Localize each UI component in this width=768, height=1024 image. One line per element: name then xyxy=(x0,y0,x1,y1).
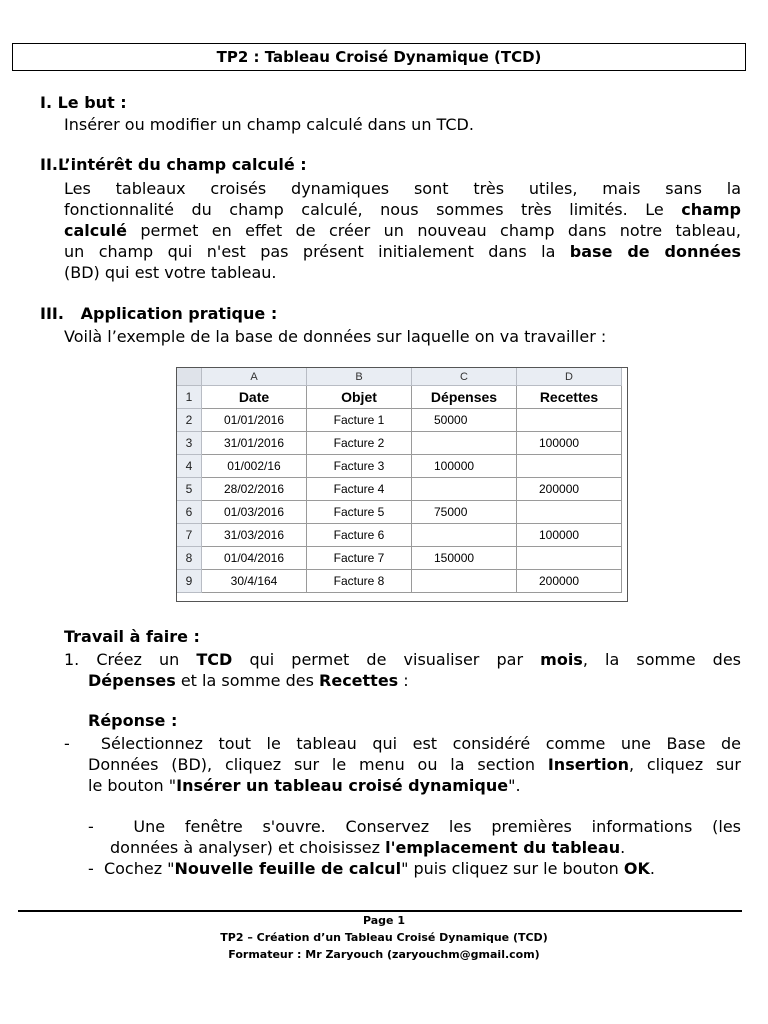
header-objet: Objet xyxy=(307,386,412,409)
section-1-heading: I. Le but : xyxy=(40,93,127,112)
cell-recettes xyxy=(517,455,622,478)
row-number: 8 xyxy=(177,547,202,570)
b2-text-a: données à analyser) et choisissez xyxy=(110,838,386,857)
question-1-line-1 xyxy=(64,649,741,670)
cell-objet: Facture 2 xyxy=(307,432,412,455)
cell-date: 01/002/16 xyxy=(202,455,307,478)
col-header-a: A xyxy=(202,368,307,386)
col-header-c: C xyxy=(412,368,517,386)
b2-bold-emplacement: l'emplacement du tableau xyxy=(385,838,621,857)
table-row xyxy=(177,501,622,524)
column-header-row xyxy=(177,368,622,386)
cell-recettes: 100000 xyxy=(517,432,622,455)
q1-text-c: qui permet de visualiser par xyxy=(232,650,541,669)
q1-text-colon: : xyxy=(398,671,409,690)
cell-recettes: 100000 xyxy=(517,524,622,547)
b1-bold-inserer: Insérer un tableau croisé dynamique xyxy=(176,776,509,795)
col-header-b: B xyxy=(307,368,412,386)
cell-recettes: 200000 xyxy=(517,478,622,501)
s2-l3-bold: calculé xyxy=(64,221,127,240)
s2-line-2 xyxy=(64,199,741,220)
bullet-1-line-3 xyxy=(88,775,521,796)
bullet-3 xyxy=(88,858,655,879)
b3-text-end: . xyxy=(649,859,655,878)
s2-line-1: Les tableaux croisés dynamiques sont très utiles, mais sans la xyxy=(64,179,741,198)
q1-bold-recettes: Recettes xyxy=(319,671,399,690)
q1-bold-depenses: Dépenses xyxy=(88,671,176,690)
section-3-heading: III. Application pratique : xyxy=(40,304,278,323)
row-number: 6 xyxy=(177,501,202,524)
s2-l4-bold: base de données xyxy=(569,242,741,261)
b3-bold-nouvelle: Nouvelle feuille de calcul xyxy=(174,859,402,878)
b1-text-a: Données (BD), cliquez sur le menu ou la section xyxy=(88,755,548,774)
cell-objet: Facture 7 xyxy=(307,547,412,570)
row-number: 3 xyxy=(177,432,202,455)
section-2-heading: II.L’intérêt du champ calculé : xyxy=(40,155,307,174)
corner-cell xyxy=(177,368,202,386)
cell-date: 30/4/164 xyxy=(202,570,307,593)
bullet-2-line-2 xyxy=(110,837,625,858)
document-title: TP2 : Tableau Croisé Dynamique (TCD) xyxy=(12,43,746,71)
cell-objet: Facture 6 xyxy=(307,524,412,547)
s2-l3-text: permet en effet de créer un nouveau champ dans notre tableau, xyxy=(126,221,741,240)
col-header-d: D xyxy=(517,368,622,386)
cell-recettes xyxy=(517,547,622,570)
footer-divider xyxy=(18,910,742,912)
row-number: 7 xyxy=(177,524,202,547)
bullet-1-line-2 xyxy=(88,754,741,775)
cell-depenses: 100000 xyxy=(412,455,517,478)
b3-text-a: - Cochez " xyxy=(88,859,175,878)
b1-text-end: ". xyxy=(508,776,521,795)
cell-date: 01/04/2016 xyxy=(202,547,307,570)
b1-text-le-bouton: le bouton " xyxy=(88,776,177,795)
footer-author: Formateur : Mr Zaryouch (zaryouchm@gmail.com) xyxy=(228,948,540,961)
row-number: 5 xyxy=(177,478,202,501)
cell-date: 01/01/2016 xyxy=(202,409,307,432)
footer-page-number: Page 1 xyxy=(362,914,405,927)
q1-text-a: 1. Créez un xyxy=(64,650,197,669)
spreadsheet-table xyxy=(176,367,622,593)
q1-bold-mois: mois xyxy=(540,650,583,669)
cell-depenses xyxy=(412,478,517,501)
cell-date: 31/01/2016 xyxy=(202,432,307,455)
table-row xyxy=(177,524,622,547)
cell-depenses: 75000 xyxy=(412,501,517,524)
table-row xyxy=(177,455,622,478)
cell-depenses: 50000 xyxy=(412,409,517,432)
cell-recettes xyxy=(517,501,622,524)
header-recettes: Recettes xyxy=(517,386,622,409)
travail-heading: Travail à faire : xyxy=(64,627,200,646)
table-row xyxy=(177,432,622,455)
header-date: Date xyxy=(202,386,307,409)
section-1-text: Insérer ou modifier un champ calculé dans un TCD. xyxy=(64,115,474,134)
table-header-row xyxy=(177,386,622,409)
s2-line-4 xyxy=(64,241,741,262)
row-number: 1 xyxy=(177,386,202,409)
bullet-2-line-1: - Une fenêtre s'ouvre. Conservez les premières informations (les xyxy=(88,817,741,836)
s2-line-3 xyxy=(64,220,741,241)
cell-depenses xyxy=(412,432,517,455)
s2-line-5: (BD) qui est votre tableau. xyxy=(64,263,277,282)
b1-bold-insertion: Insertion xyxy=(547,755,629,774)
cell-objet: Facture 3 xyxy=(307,455,412,478)
table-row xyxy=(177,547,622,570)
reponse-heading: Réponse : xyxy=(88,711,178,730)
cell-recettes: 200000 xyxy=(517,570,622,593)
b2-text-end: . xyxy=(620,838,626,857)
bullet-1-line-1: - Sélectionnez tout le tableau qui est considéré comme une Base de xyxy=(64,734,741,753)
table-row xyxy=(177,409,622,432)
cell-date: 01/03/2016 xyxy=(202,501,307,524)
footer-title: TP2 – Création d’un Tableau Croisé Dynamique (TCD) xyxy=(220,931,548,944)
table-row xyxy=(177,570,622,593)
s2-l2-bold: champ xyxy=(681,200,741,219)
b3-bold-ok: OK xyxy=(623,859,650,878)
cell-recettes xyxy=(517,409,622,432)
q1-text-somme: et la somme des xyxy=(175,671,320,690)
cell-objet: Facture 8 xyxy=(307,570,412,593)
cell-objet: Facture 4 xyxy=(307,478,412,501)
cell-depenses: 150000 xyxy=(412,547,517,570)
row-number: 4 xyxy=(177,455,202,478)
row-number: 9 xyxy=(177,570,202,593)
header-depenses: Dépenses xyxy=(412,386,517,409)
cell-objet: Facture 1 xyxy=(307,409,412,432)
b3-text-c: " puis cliquez sur le bouton xyxy=(401,859,624,878)
question-1-line-2 xyxy=(88,670,409,691)
cell-depenses xyxy=(412,570,517,593)
cell-date: 31/03/2016 xyxy=(202,524,307,547)
s2-l2-text: fonctionnalité du champ calculé, nous sommes très limités. Le xyxy=(64,200,682,219)
q1-text-e: , la somme des xyxy=(582,650,741,669)
cell-objet: Facture 5 xyxy=(307,501,412,524)
cell-date: 28/02/2016 xyxy=(202,478,307,501)
cell-depenses xyxy=(412,524,517,547)
b1-text-c: , cliquez sur xyxy=(628,755,741,774)
q1-bold-tcd: TCD xyxy=(196,650,233,669)
s2-l4-text: un champ qui n'est pas présent initialement dans la xyxy=(64,242,570,261)
table-row xyxy=(177,478,622,501)
section-3-text: Voilà l’exemple de la base de données sur laquelle on va travailler : xyxy=(64,327,607,346)
row-number: 2 xyxy=(177,409,202,432)
